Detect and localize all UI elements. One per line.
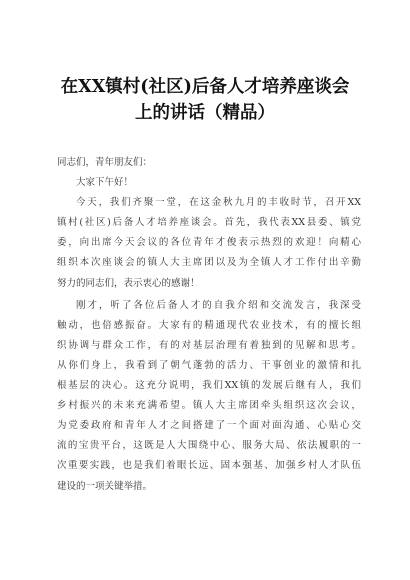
title-line-2: 上的讲话（精品） [135, 103, 275, 123]
paragraph-line: 织协调与群众工作，有的对基层治理有着独到的见解和思考。 [57, 339, 361, 351]
paragraph-line: 根基层的决心。这充分说明，我们XX镇的发展后继有人，我们 [57, 380, 361, 392]
salutation: 同志们，青年朋友们： [57, 157, 153, 168]
paragraph-2 [57, 296, 361, 497]
greeting: 大家下午好！ [76, 177, 134, 189]
title-line-1: 在XX镇村(社区)后备人才培养座谈会 [60, 77, 350, 97]
paragraph-line: 次重要实践，也是我们着眼长远、固本强基、加强乡村人才队伍 [57, 460, 361, 472]
paragraph-line: 努力的同志们，表示衷心的感谢！ [57, 277, 200, 289]
paragraph-line: 乡村振兴的未来充满希望。镇人大主席团牵头组织这次会议， [57, 400, 361, 412]
paragraph-line: 镇村(社区)后备人才培养座谈会。首先，我代表XX县委、镇党 [57, 217, 361, 229]
paragraph-line: 流的宝贵平台，这既是人大围绕中心、服务大局、依法履职的一 [57, 440, 361, 452]
paragraph-line: 刚才，听了各位后备人才的自我介绍和交流发言，我深受 [76, 299, 361, 311]
paragraph-line: 今天，我们齐聚一堂，在这金秋九月的丰收时节，召开XX [76, 197, 361, 209]
paragraph-line: 触动，也倍感振奋。大家有的精通现代农业技术，有的擅长组 [57, 319, 361, 331]
document-body [57, 153, 361, 497]
paragraph-line: 组织本次座谈会的镇人大主席团以及为全镇人才工作付出辛勤 [57, 257, 361, 269]
paragraph-line: 建设的一项关键举措。 [57, 480, 153, 492]
paragraph-line: 为党委政府和青年人才之间搭建了一个面对面沟通、心贴心交 [57, 420, 361, 432]
paragraph-line: 委，向出席今天会议的各位青年才俊表示热烈的欢迎！向精心 [57, 237, 361, 249]
document-title [40, 74, 370, 126]
paragraph-line: 从你们身上，我看到了朝气蓬勃的活力、干事创业的激情和扎 [57, 359, 361, 371]
paragraph-1 [57, 193, 361, 293]
